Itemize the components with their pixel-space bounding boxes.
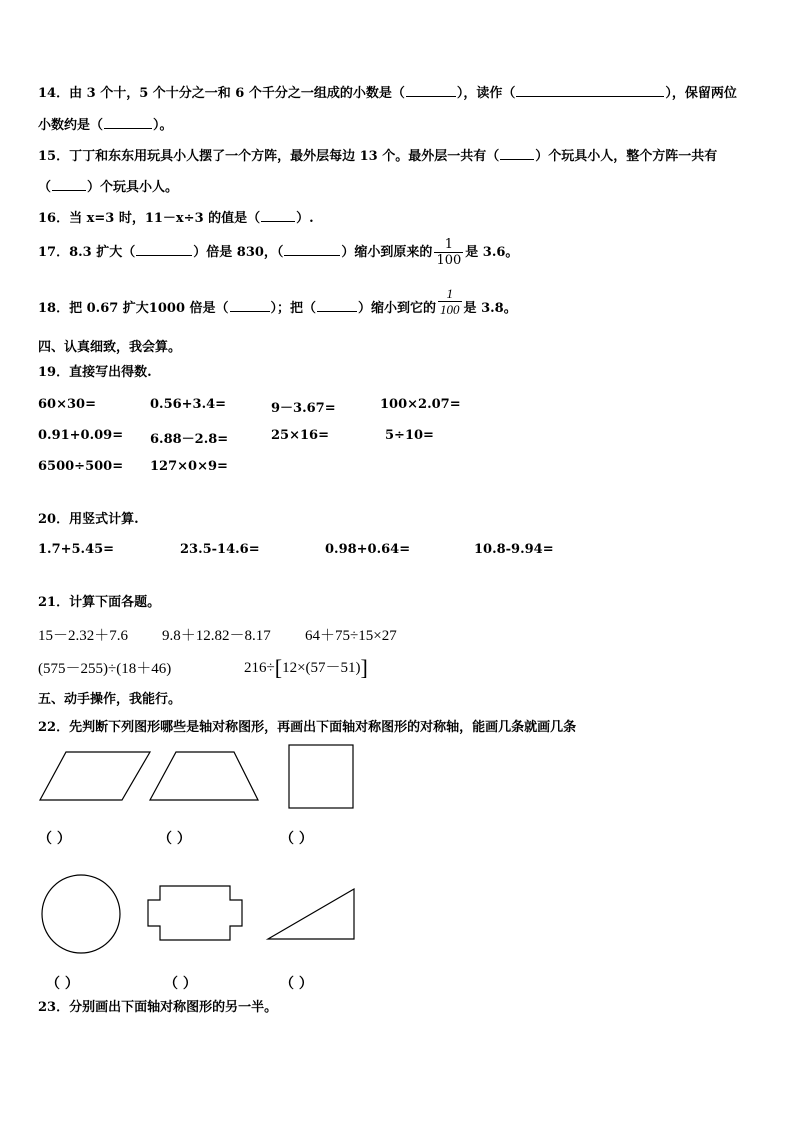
q20-item: 23.5-14.6= (180, 542, 260, 557)
q15-text: 丁丁和东东用玩具小人摆了一个方阵，最外层每边 13 个。最外层一共有（ (69, 149, 500, 164)
q19-item: 6.88－2.8= (150, 432, 229, 447)
q15-blank-2[interactable] (52, 178, 86, 191)
q18-frac-denominator: 100 (440, 302, 460, 317)
q15-line1 (38, 147, 717, 165)
q20-item: 0.98+0.64= (325, 542, 411, 557)
q19-item: 127×0×9= (150, 459, 228, 474)
q22-answer-parens[interactable]: （ ） (46, 976, 79, 992)
q21-expression: (575－255)÷(18＋46) (38, 661, 172, 677)
q19-item: 0.91+0.09= (38, 428, 124, 443)
q20-title (38, 512, 139, 528)
q17-blank-2[interactable] (284, 243, 340, 256)
q21-expr5-inner: 12×(57－51) (282, 660, 361, 676)
q14-blank-3[interactable] (104, 116, 152, 129)
q17-text-d: 是 3.6。 (465, 245, 519, 260)
q18-fraction (438, 286, 462, 317)
q20-item: 1.7+5.45= (38, 542, 115, 557)
q22-title-text: 先判断下列图形哪些是轴对称图形，再画出下面轴对称图形的对称轴，能画几条就画几条 (69, 720, 577, 735)
q17-frac-numerator: 1 (434, 237, 463, 253)
q19-item: 6500÷500= (38, 459, 124, 474)
q21-expression: 9.8＋12.82－8.17 (162, 628, 271, 644)
q17-line (38, 237, 518, 268)
q19-item: 60×30= (38, 397, 96, 412)
q23-number: 23． (38, 1000, 70, 1015)
q18-blank-1[interactable] (230, 299, 270, 312)
q15-text-b: ）个玩具小人，整个方阵一共有 (535, 149, 718, 164)
q14-line1 (38, 84, 737, 102)
q21-expression: 15－2.32＋7.6 (38, 628, 129, 644)
q17-number: 17． (38, 245, 70, 260)
q17-text-c: ）缩小到原来的 (341, 245, 433, 260)
q18-text: 把 0.67 扩大1000 倍是（ (69, 301, 229, 316)
q16-text: 当 x=3 时，11－x÷3 的值是（ (69, 211, 261, 226)
q18-text-b: ）；把（ (270, 301, 317, 316)
circle-figure (40, 873, 122, 955)
q22-answer-parens[interactable]: （ ） (38, 831, 71, 847)
q20-number: 20． (38, 512, 70, 527)
rectangle-figure (287, 743, 355, 810)
section-4-heading: 四、认真细致，我会算。 (38, 340, 182, 355)
q17-text: 8.3 扩大（ (69, 245, 136, 260)
q23-title-text: 分别画出下面轴对称图形的另一半。 (69, 1000, 278, 1015)
q16-number: 16． (38, 211, 70, 226)
q21-expression (244, 655, 368, 681)
left-bracket-icon: [ (274, 655, 283, 680)
q14-blank-1[interactable] (406, 84, 456, 97)
q18-blank-2[interactable] (317, 299, 357, 312)
q17-frac-denominator: 100 (436, 253, 462, 268)
q22-answer-parens[interactable]: （ ） (164, 976, 197, 992)
q19-number: 19． (38, 365, 70, 380)
q21-expression: 64＋75÷15×27 (305, 628, 397, 644)
q16-blank[interactable] (261, 209, 295, 222)
q19-item: 5÷10= (385, 428, 434, 443)
q15-line2 (38, 178, 178, 196)
q14-text-c: ），保留两位 (665, 86, 737, 101)
q17-blank-1[interactable] (136, 243, 192, 256)
right-bracket-icon: ] (360, 655, 368, 680)
q14-number: 14． (38, 86, 70, 101)
q14-blank-2[interactable] (516, 84, 664, 97)
q23-title (38, 1000, 277, 1016)
q14-text: 由 3 个十，5 个十分之一和 6 个千分之一组成的小数是（ (69, 86, 405, 101)
q15-number: 15． (38, 149, 70, 164)
q19-item: 9－3.67= (271, 401, 336, 416)
q18-number: 18． (38, 301, 70, 316)
q19-item: 0.56+3.4= (150, 397, 227, 412)
q22-number: 22． (38, 720, 70, 735)
q14-text-d: 小数约是（ (38, 118, 104, 133)
q14-line2 (38, 116, 173, 134)
q15-text-d: ）个玩具小人。 (87, 180, 179, 195)
q19-title-text: 直接写出得数. (69, 365, 152, 380)
q22-title (38, 720, 576, 736)
q21-title-text: 计算下面各题。 (69, 595, 161, 610)
q22-answer-parens[interactable]: （ ） (280, 831, 313, 847)
q18-line (38, 286, 517, 324)
q22-answer-parens[interactable]: （ ） (158, 831, 191, 847)
q15-text-c: （ (38, 180, 52, 195)
parallelogram-figure (38, 750, 152, 802)
q18-text-d: 是 3.8。 (463, 301, 517, 316)
trapezoid-figure (148, 750, 262, 802)
q20-item: 10.8-9.94= (474, 542, 554, 557)
q19-item: 25×16= (271, 428, 329, 443)
cross-shape-figure (146, 884, 244, 942)
section-5-heading: 五、动手操作，我能行。 (38, 692, 182, 707)
q21-title (38, 595, 160, 611)
q18-frac-numerator: 1 (438, 286, 462, 302)
q15-blank-1[interactable] (500, 147, 534, 160)
q21-number: 21． (38, 595, 70, 610)
q17-fraction (434, 237, 463, 268)
q17-text-b: ）倍是 830，（ (193, 245, 284, 260)
q21-expr5-prefix: 216÷ (244, 660, 275, 676)
q19-title (38, 365, 152, 381)
q16-line (38, 209, 314, 227)
q18-text-c: ）缩小到它的 (358, 301, 437, 316)
q22-answer-parens[interactable]: （ ） (280, 976, 313, 992)
right-triangle-figure (266, 887, 356, 941)
q19-item: 100×2.07= (380, 397, 461, 412)
q20-title-text: 用竖式计算. (69, 512, 139, 527)
q14-text-e: ）。 (153, 118, 173, 133)
q14-text-b: ），读作（ (456, 86, 516, 101)
q16-text-b: ）. (296, 211, 314, 226)
